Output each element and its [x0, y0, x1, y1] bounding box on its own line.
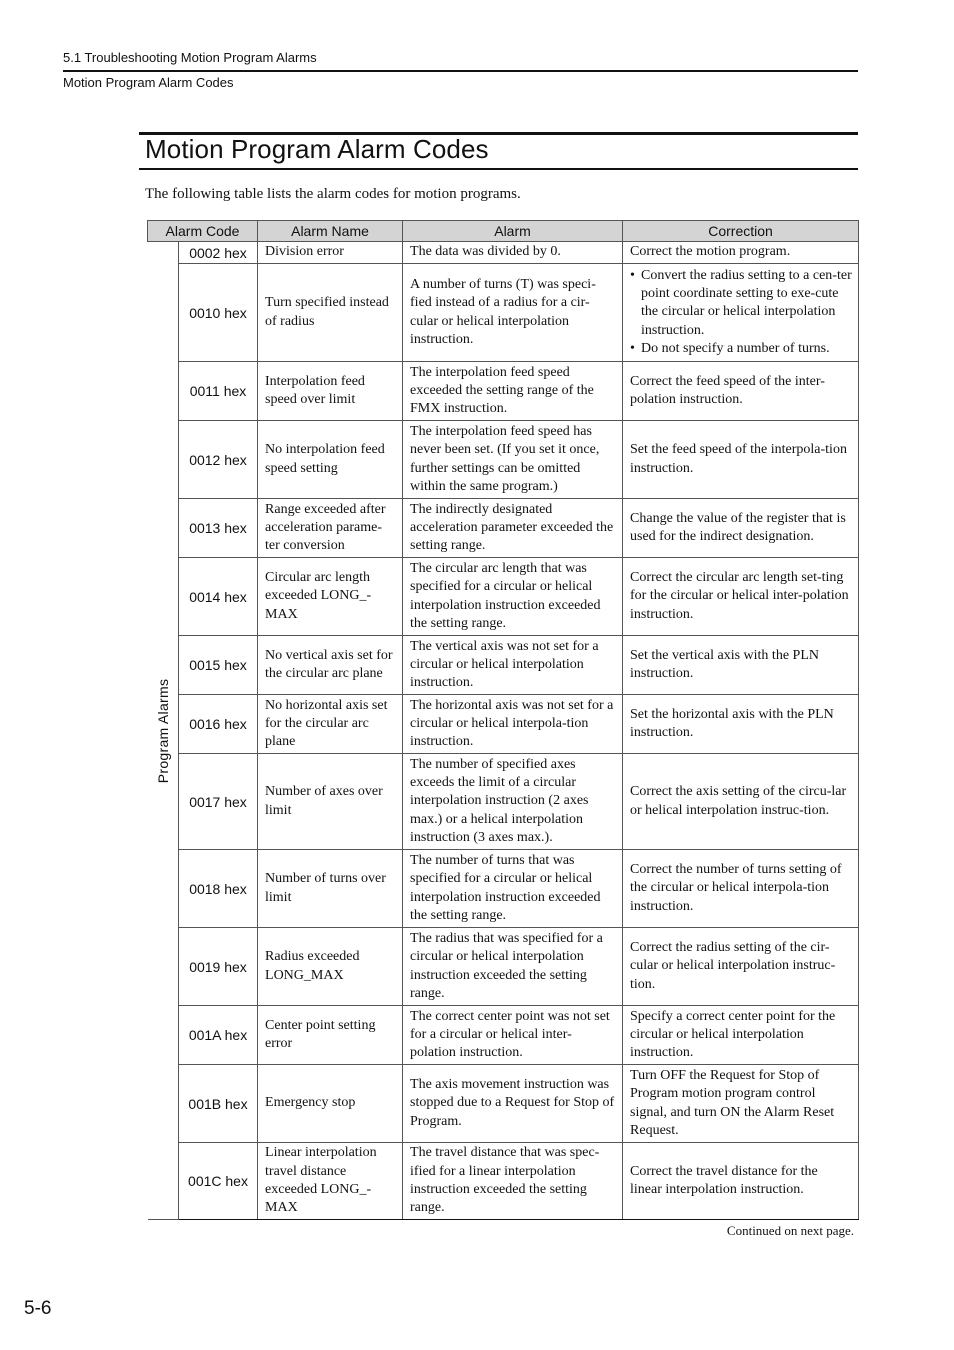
alarm-name-cell: Turn specified instead of radius — [258, 264, 403, 362]
alarm-description-cell: The data was divided by 0. — [403, 242, 623, 264]
table-body — [148, 242, 859, 1220]
correction-cell: Set the horizontal axis with the PLN instruction. — [623, 695, 859, 754]
column-header-alarm-code: Alarm Code — [148, 221, 258, 242]
group-cell — [148, 242, 179, 1220]
column-header-correction: Correction — [623, 221, 859, 242]
correction-cell: Correct the axis setting of the circu-lar or helical interpolation instruc-tion. — [623, 754, 859, 850]
correction-list — [630, 267, 852, 358]
correction-item: • Convert the radius setting to a cen-ter point coordinate setting to exe-cute the circular or helical interpolation instruction. — [630, 267, 852, 340]
alarm-name-cell: Linear interpolation travel distance exceeded LONG_-MAX — [258, 1143, 403, 1220]
alarm-description-cell: A number of turns (T) was speci-fied instead of a radius for a cir-cular or helical interpolation instruction. — [403, 264, 623, 362]
alarm-code-cell: 0013 hex — [179, 499, 258, 558]
table-row — [148, 636, 859, 695]
alarm-code-cell: 0012 hex — [179, 421, 258, 499]
alarm-code-cell: 0015 hex — [179, 636, 258, 695]
alarm-code-cell: 0019 hex — [179, 928, 258, 1006]
table-row — [148, 754, 859, 850]
alarm-name-cell: Division error — [258, 242, 403, 264]
correction-cell: Turn OFF the Request for Stop of Program motion program control signal, and turn ON the Alarm Reset Request. — [623, 1065, 859, 1143]
correction-cell: Change the value of the register that is used for the indirect designation. — [623, 499, 859, 558]
alarm-description-cell: The circular arc length that was specified for a circular or helical interpolation instruction exceeded the setting range. — [403, 558, 623, 636]
alarm-name-cell: No horizontal axis set for the circular arc plane — [258, 695, 403, 754]
table-row — [148, 1065, 859, 1143]
continued-note: Continued on next page. — [726, 1223, 854, 1238]
correction-cell: Correct the travel distance for the linear interpolation instruction. — [623, 1143, 859, 1220]
alarm-name-cell: Range exceeded after acceleration parame-ter conversion — [258, 499, 403, 558]
table-row — [148, 264, 859, 362]
alarm-code-cell: 0010 hex — [179, 264, 258, 362]
correction-cell: Correct the circular arc length set-ting for the circular or helical inter-polation instruction. — [623, 558, 859, 636]
alarm-code-table — [147, 220, 859, 1220]
alarm-code-cell: 001B hex — [179, 1065, 258, 1143]
table-row — [148, 421, 859, 499]
alarm-name-cell: Circular arc length exceeded LONG_-MAX — [258, 558, 403, 636]
alarm-code-cell: 0018 hex — [179, 850, 258, 928]
table-row — [148, 558, 859, 636]
table-row — [148, 242, 859, 264]
alarm-description-cell: The travel distance that was spec-ified for a linear interpolation instruction exceeded the setting range. — [403, 1143, 623, 1220]
intro-paragraph: The following table lists the alarm codes for motion programs. — [145, 186, 521, 202]
correction-cell: Correct the feed speed of the inter-polation instruction. — [623, 362, 859, 421]
alarm-description-cell: The radius that was specified for a circular or helical interpolation instruction exceeded the setting range. — [403, 928, 623, 1006]
alarm-description-cell: The indirectly designated acceleration parameter exceeded the setting range. — [403, 499, 623, 558]
column-header-alarm-name: Alarm Name — [258, 221, 403, 242]
alarm-description-cell: The interpolation feed speed has never been set. (If you set it once, further settings can be omitted within the same program.) — [403, 421, 623, 499]
page-title: Motion Program Alarm Codes — [145, 134, 489, 164]
alarm-name-cell: No vertical axis set for the circular arc plane — [258, 636, 403, 695]
table-row — [148, 1006, 859, 1065]
alarm-name-cell: Radius exceeded LONG_MAX — [258, 928, 403, 1006]
table-row — [148, 499, 859, 558]
alarm-code-cell: 0011 hex — [179, 362, 258, 421]
correction-cell: Correct the radius setting of the cir-cular or helical interpolation instruc-tion. — [623, 928, 859, 1006]
alarm-name-cell: Emergency stop — [258, 1065, 403, 1143]
table-row — [148, 850, 859, 928]
alarm-description-cell: The number of specified axes exceeds the limit of a circular interpolation instruction (2 axes max.) or a helical interpolation instruction (3 axes max.). — [403, 754, 623, 850]
column-header-alarm: Alarm — [403, 221, 623, 242]
alarm-code-cell: 0002 hex — [179, 242, 258, 264]
running-header-subsection: Motion Program Alarm Codes — [63, 75, 234, 90]
correction-cell: Set the feed speed of the interpola-tion instruction. — [623, 421, 859, 499]
alarm-name-cell: Center point setting error — [258, 1006, 403, 1065]
correction-item: • Do not specify a number of turns. — [630, 340, 852, 358]
table-row — [148, 362, 859, 421]
alarm-description-cell: The vertical axis was not set for a circular or helical interpolation instruction. — [403, 636, 623, 695]
alarm-code-cell: 0016 hex — [179, 695, 258, 754]
alarm-code-cell: 001C hex — [179, 1143, 258, 1220]
alarm-name-cell: Number of axes over limit — [258, 754, 403, 850]
correction-cell: Correct the motion program. — [623, 242, 859, 264]
table-row — [148, 695, 859, 754]
table-row — [148, 928, 859, 1006]
correction-cell: Correct the number of turns setting of the circular or helical interpola-tion instruction. — [623, 850, 859, 928]
table-header-row — [148, 221, 859, 242]
correction-cell — [623, 264, 859, 362]
correction-cell: Set the vertical axis with the PLN instruction. — [623, 636, 859, 695]
header-rule — [63, 70, 858, 72]
alarm-description-cell: The axis movement instruction was stopped due to a Request for Stop of Program. — [403, 1065, 623, 1143]
alarm-description-cell: The correct center point was not set for a circular or helical inter-polation instruction. — [403, 1006, 623, 1065]
alarm-name-cell: Number of turns over limit — [258, 850, 403, 928]
group-label-program-alarms: Program Alarms — [154, 678, 171, 783]
alarm-name-cell: Interpolation feed speed over limit — [258, 362, 403, 421]
alarm-description-cell: The horizontal axis was not set for a circular or helical interpola-tion instruction. — [403, 695, 623, 754]
correction-cell: Specify a correct center point for the circular or helical interpolation instruction. — [623, 1006, 859, 1065]
table-row — [148, 1143, 859, 1220]
alarm-name-cell: No interpolation feed speed setting — [258, 421, 403, 499]
running-header-section: 5.1 Troubleshooting Motion Program Alarms — [63, 50, 317, 65]
page-number: 5-6 — [24, 1298, 52, 1319]
title-rule-bottom — [139, 168, 858, 170]
alarm-code-cell: 0017 hex — [179, 754, 258, 850]
alarm-code-cell: 0014 hex — [179, 558, 258, 636]
alarm-code-cell: 001A hex — [179, 1006, 258, 1065]
alarm-description-cell: The number of turns that was specified for a circular or helical interpolation instruction exceeded the setting range. — [403, 850, 623, 928]
alarm-description-cell: The interpolation feed speed exceeded the setting range of the FMX instruction. — [403, 362, 623, 421]
